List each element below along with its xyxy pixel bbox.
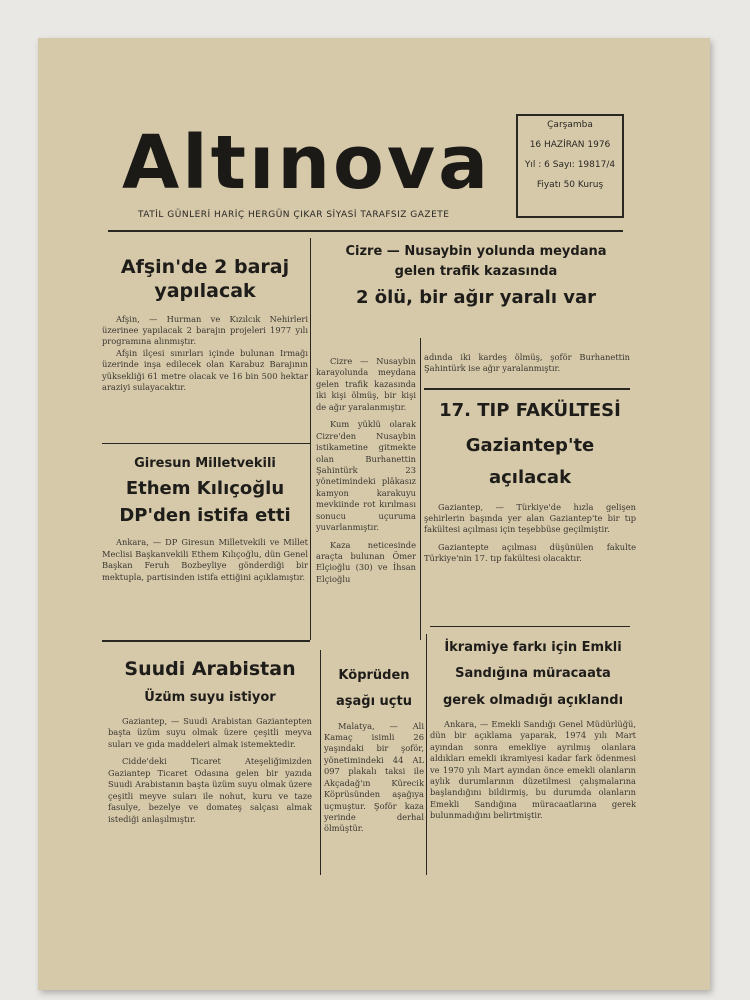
article-headline: Gaziantep'te [465,434,595,456]
article-kopru [324,668,424,835]
article-headline: Sandığına müracaata [455,666,611,682]
article-body: Ankara, — DP Giresun Milletvekili ve Millet Meclisi Başkanvekili Ethem Kılıçoğlu, dün Genel Başkan Feruh Bozbeyliye gönderdiği bir mektupla, partisinden istifa ettiğini açıklamıştır. [102,537,308,582]
article-headline: 17. TIP FAKÜLTESİ [439,400,621,421]
date-box [516,114,624,218]
newspaper-page [38,38,710,990]
article-cizre [316,244,636,309]
column-divider-bottom-2 [426,634,427,875]
article-headline: açılacak [488,467,572,488]
article-tip [424,400,636,565]
article-cizre-col-1 [316,356,416,585]
article-body: Malatya, — Ali Kamaç isimli 26 yaşındaki bir şoför, yönetimindeki 44 AL 097 plakalı taksi ile Akçadağ'ın Kürecik Köprüsünden aşağıya uçmuştur. Şoför kaza yerinde derhal ölmüştür. [324,720,424,834]
masthead-title: Altınova [122,120,492,206]
section-rule-left-1 [102,443,310,444]
masthead-tagline: TATİL GÜNLERİ HARİÇ HERGÜN ÇIKAR SİYASİ TARAFSIZ GAZETE [138,210,450,220]
article-body: adında iki kardeş ölmüş, şoför Burhanettin Şahintürk ise ağır yaralanmıştır. [424,352,630,374]
article-headline: Cizre — Nusaybin yolunda meydana [345,244,607,259]
section-rule-left-2 [102,640,310,642]
article-afsin [102,256,308,394]
article-giresun [102,456,308,583]
section-rule-right-1 [424,388,630,390]
article-suudi [108,658,312,825]
article-headline: Afşin'de 2 baraj [120,256,290,278]
article-kicker: Giresun Milletvekili [134,456,276,471]
article-body: Cizre — Nusaybin karayolunda meydana gelen trafik kazasında iki kişi ölmüş, bir kişi de ağır yaralanmıştır. Kum yüklü olarak Cizre'den Nusaybin istikametine gitmekte olan Burhanettin Şahintürk 23 yönetimindeki plâkasız kamyon karakuyu mevkiinde rot kırılması sonucu uçuruma yuvarlanmıştır. Kaza neticesinde araçta bulunan Ömer Elçioğlu (30) ve İhsan Elçioğlu [316,356,416,584]
article-headline: DP'den istifa etti [119,504,291,526]
masthead-rule [108,230,623,232]
article-headline: İkramiye farkı için Emkli [444,640,622,655]
column-divider-right [420,338,421,640]
article-body: Ankara, — Emekli Sandığı Genel Müdürlüğü, dün bir açıklama yaparak, 1974 yılı Mart ayından sonra emekliye ayrılmış olanlara aldıkları emekli ikramiyesi kadar fark ödenmesi ve 1970 yılı Mart ayından önce emekli olanların aylık durumlarının düzetilmesi çalışmalarına başlandığını bildirmiş, bu durumda olanların Emekli Sandığına müracaatlarına gerek bulunmadığını belirtmiştir. [430,718,636,821]
article-cizre-col-2 [424,352,630,375]
article-headline: Köprüden [338,668,410,683]
article-body: Gaziantep, — Suudi Arabistan Gaziantepten başta üzüm suyu olmak üzere çeşitli meyva suları ve gıda maddeleri almak istemektedir. Cidde'deki Ticaret Ateşeliğimizden Gaziantep Ticaret Odasına gelen bir yazıda Suudi Arabistanın başta üzüm suyu olmak üzere çeşitli meyve suları ile nohut, kuru ve taze fasulye, bezelye ve domateş salçası almak istediği anlaşılmıştır. [108,716,312,824]
issue-number: Yıl : 6 Sayı: 19817/4 [524,160,616,170]
column-divider-bottom-1 [320,650,321,875]
issue-price: Fiyatı 50 Kuruş [536,180,604,190]
issue-date: 16 HAZİRAN 1976 [529,140,611,150]
article-headline: Suudi Arabistan [124,658,296,680]
article-headline: gerek olmadığı açıklandı [442,692,624,708]
column-divider-left [310,238,311,640]
article-body: Gaziantep, — Türkiye'de hızla gelişen şehirlerin başında yer alan Gaziantep'te bir tıp fakültesi açılması için teşebbüse geçilmiştir. Gaziantepte açılması düşünülen fakulte Türkiye'nin 17. tıp fakültesi olacaktır. [424,501,636,564]
article-body: Afşin, — Hurman ve Kızılcık Nehirleri üzerinee yapılacak 2 barajın projeleri 1977 yılı programına alınmıştır. Afşin ilçesi sınırları içinde bulunan Irmağı üzerinde inşa edilecek olan Karabuz Barajının yüksekliği 61 metre olacak ve 16 bin 500 hektar araziyi sulayacaktır. [102,313,308,393]
article-headline: yapılacak [154,279,256,302]
article-headline: gelen trafik kazasında [394,264,558,280]
section-rule-right-2 [430,626,630,627]
issue-day: Çarşamba [547,120,593,130]
article-headline: aşağı uçtu [335,694,412,710]
article-headline: 2 ölü, bir ağır yaralı var [355,286,597,308]
article-headline: Ethem Kılıçoğlu [125,478,285,500]
article-ikramiye [430,640,636,822]
article-headline: Üzüm suyu istiyor [144,689,276,705]
